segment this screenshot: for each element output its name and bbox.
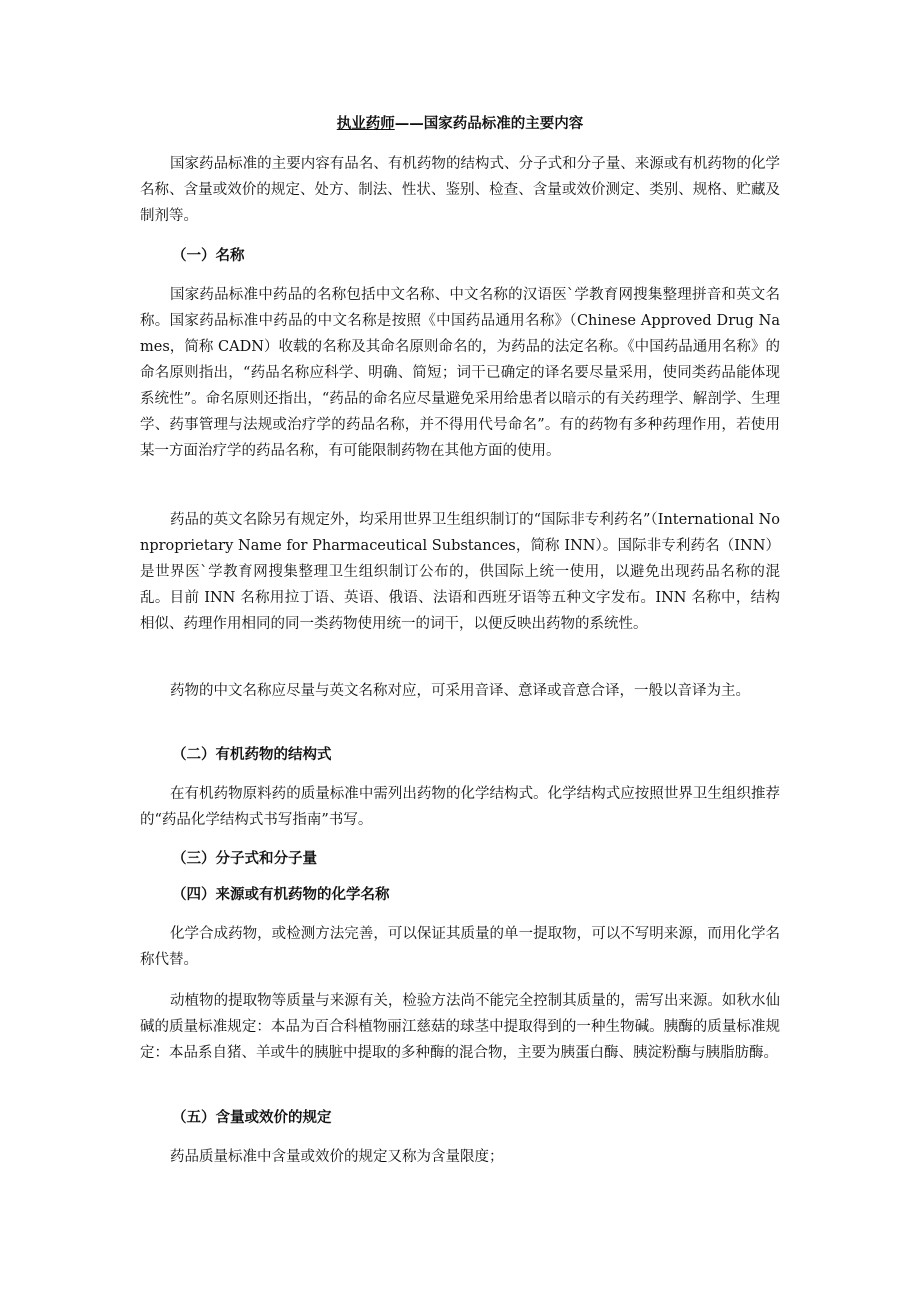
section-heading-content: （五）含量或效价的规定 xyxy=(172,1110,332,1126)
intro-paragraph: 国家药品标准的主要内容有品名、有机药物的结构式、分子式和分子量、来源或有机药物的化学名称、含量或效价的规定、处方、制法、性状、鉴别、检查、含量或效价测定、类别、规格、贮藏及制剂等。 xyxy=(140,156,780,224)
paragraph-source-synthetic: 化学合成药物，或检测方法完善，可以保证其质量的单一提取物，可以不写明来源，而用化学名称代替。 xyxy=(140,926,780,968)
paragraph-name-english: 药品的英文名除另有规定外，均采用世界卫生组织制订的“国际非专利药名”（International Nonproprietary Name for Pharmaceutical Substances，简称 INN）。国际非专利药名（INN）是世界医`学教育网搜集整理卫生组织制订公布的，供国际上统一使用，以避免出现药品名称的混乱。目前 INN 名称用拉丁语、英语、俄语、法语和西班牙语等五种文字发布。INN 名称中，结构相似、药理作用相同的同一类药物使用统一的词干，以便反映出药物的系统性。 xyxy=(140,512,780,632)
paragraph-content-limit: 药品质量标准中含量或效价的规定又称为含量限度； xyxy=(170,1149,504,1165)
paragraph-name-translation: 药物的中文名称应尽量与英文名称对应，可采用音译、意译或音意合译，一般以音译为主。 xyxy=(170,683,750,699)
paragraph-name-chinese: 国家药品标准中药品的名称包括中文名称、中文名称的汉语医`学教育网搜集整理拼音和英文名称。国家药品标准中药品的中文名称是按照《中国药品通用名称》（Chinese Approved Drug Names，简称 CADN）收载的名称及其命名原则命名的，为药品的法定名称。《中国药品通用名称》的命名原则指出，“药品名称应科学、明确、简短；词干已确定的译名要尽量采用，使同类药品能体现系统性”。命名原则还指出，“药品的命名应尽量避免采用给患者以暗示的有关药理学、解剖学、生理学、药事管理与法规或治疗学的药品名称，并不得用代号命名”。有的药物有多种药理作用，若使用某一方面治疗学的药品名称，有可能限制药物在其他方面的使用。 xyxy=(140,287,780,459)
section-heading-structure: （二）有机药物的结构式 xyxy=(172,747,332,763)
section-heading-name: （一）名称 xyxy=(172,248,245,264)
title-prefix: 执业药师 xyxy=(336,116,395,132)
section-heading-source: （四）来源或有机药物的化学名称 xyxy=(172,887,390,903)
document-title xyxy=(0,114,920,134)
section-heading-formula: （三）分子式和分子量 xyxy=(172,851,317,867)
paragraph-source-natural: 动植物的提取物等质量与来源有关，检验方法尚不能完全控制其质量的，需写出来源。如秋水仙碱的质量标准规定：本品为百合科植物丽江慈菇的球茎中提取得到的一种生物碱。胰酶的质量标准规定：本品系自猪、羊或牛的胰脏中提取的多种酶的混合物，主要为胰蛋白酶、胰淀粉酶与胰脂肪酶。 xyxy=(140,993,780,1061)
title-rest: ——国家药品标准的主要内容 xyxy=(394,116,584,132)
paragraph-structure: 在有机药物原料药的质量标准中需列出药物的化学结构式。化学结构式应按照世界卫生组织推荐的“药品化学结构式书写指南”书写。 xyxy=(140,786,780,828)
